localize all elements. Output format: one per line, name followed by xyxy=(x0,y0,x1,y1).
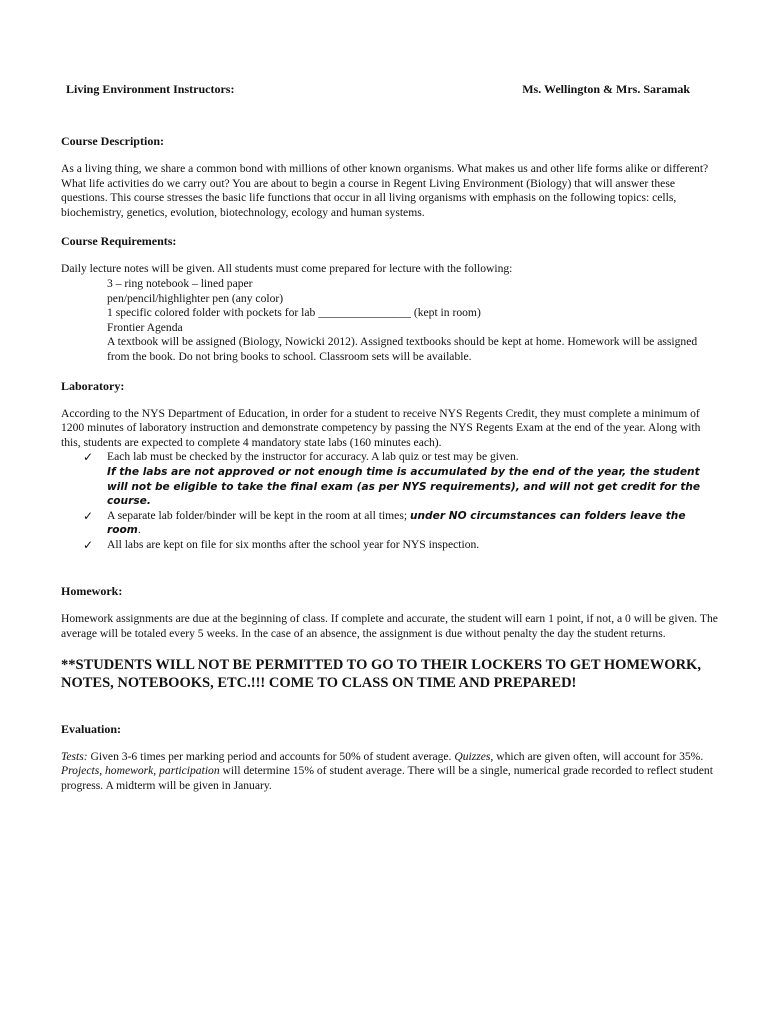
quizzes-text: , which are given often, will account for 35%. xyxy=(490,749,704,763)
header xyxy=(66,82,690,97)
course-description-section xyxy=(61,134,721,220)
checkmark-icon: ✓ xyxy=(83,508,94,523)
list-item xyxy=(61,538,721,553)
check-text: All labs are kept on file for six months after the school year for NYS inspection. xyxy=(107,537,480,551)
notice-text: **STUDENTS WILL NOT BE PERMITTED TO GO TO THEIR LOCKERS TO GET HOMEWORK, NOTES, NOTEBOOKS, ETC.!!! COME TO CLASS ON TIME AND PREPARED! xyxy=(61,656,701,691)
document-body xyxy=(61,134,721,807)
checkmark-icon: ✓ xyxy=(83,537,94,552)
instructors-label: Living Environment Instructors: xyxy=(66,82,235,96)
quizzes-label: Quizzes xyxy=(454,749,491,763)
evaluation-section xyxy=(61,722,721,794)
laboratory-text: According to the NYS Department of Education, in order for a student to receive NYS Regents Credit, they must complete a minimum of 1200 minutes of laboratory instruction and demonstrate competency by passing the NYS Regents Exam at the end of the year. Along with this, students are expected to complete 4 mandatory state labs (160 minutes each). xyxy=(61,406,701,449)
list-item: pen/pencil/highlighter pen (any color) xyxy=(107,291,284,305)
spacer xyxy=(61,692,721,722)
laboratory-heading: Laboratory: xyxy=(61,378,125,393)
evaluation-heading: Evaluation: xyxy=(61,721,122,736)
check-warning: under NO circumstances can folders leave the room xyxy=(107,509,686,537)
homework-section xyxy=(61,584,721,641)
check-text: Each lab must be checked by the instructor for accuracy. A lab quiz or test may be given. xyxy=(107,450,519,464)
check-warning: If the labs are not approved or not enough time is accumulated by the end of the year, the student will not be eligible to take the final exam (as per NYS requirements), and will not get credit for the course. xyxy=(107,465,701,508)
homework-text: Homework assignments are due at the beginning of class. If complete and accurate, the student will earn 1 point, if not, a 0 will be given. The average will be totaled every 5 weeks. In the case of an absence, the assignment is due without penalty the day the student returns. xyxy=(61,612,718,641)
check-text: A separate lab folder/binder will be kept in the room at all times; xyxy=(107,508,410,522)
tests-label: Tests: xyxy=(61,749,88,763)
list-item: A textbook will be assigned (Biology, Nowicki 2012). Assigned textbooks should be kept at home. Homework will be assigned from the book. Do not bring books to school. Classroom sets will be available. xyxy=(107,335,698,363)
course-requirements-heading: Course Requirements: xyxy=(61,234,177,249)
projects-label: Projects, homework, participation xyxy=(61,764,220,778)
requirements-intro: Daily lecture notes will be given. All students must come prepared for lecture with the following: xyxy=(61,262,513,276)
spacer xyxy=(61,566,721,584)
course-description-text: As a living thing, we share a common bond with millions of other known organisms. What makes us and other life forms alike or different? What life activities do we carry out? You are about to begin a course in Regent Living Environment (Biology) that will answer these questions. This course stresses the basic life functions that occur in all living organisms with emphasis on the following topics: cells, biochemistry, genetics, evolution, biotechnology, ecology and human systems. xyxy=(61,162,709,219)
check-text-end: . xyxy=(137,523,141,537)
list-item xyxy=(61,509,721,538)
tests-text: Given 3-6 times per marking period and accounts for 50% of student average. xyxy=(87,749,455,763)
evaluation-text xyxy=(61,750,721,794)
list-item xyxy=(61,450,721,508)
course-requirements-section xyxy=(61,234,721,364)
laboratory-checklist xyxy=(61,450,721,552)
list-item: 1 specific colored folder with pockets for lab ________________ (kept in room) xyxy=(107,306,481,320)
homework-heading: Homework: xyxy=(61,584,123,599)
list-item: 3 – ring notebook – lined paper xyxy=(107,276,253,290)
laboratory-section xyxy=(61,379,721,553)
course-description-heading: Course Description: xyxy=(61,134,164,148)
projects-text: will determine 15% of student average. There will be a single, numerical grade recorded to reflect student progress. A midterm will be given in January. xyxy=(61,764,713,792)
requirements-list xyxy=(61,277,721,365)
list-item: Frontier Agenda xyxy=(107,320,183,334)
checkmark-icon: ✓ xyxy=(83,450,94,465)
instructors-names: Ms. Wellington & Mrs. Saramak xyxy=(522,82,690,96)
